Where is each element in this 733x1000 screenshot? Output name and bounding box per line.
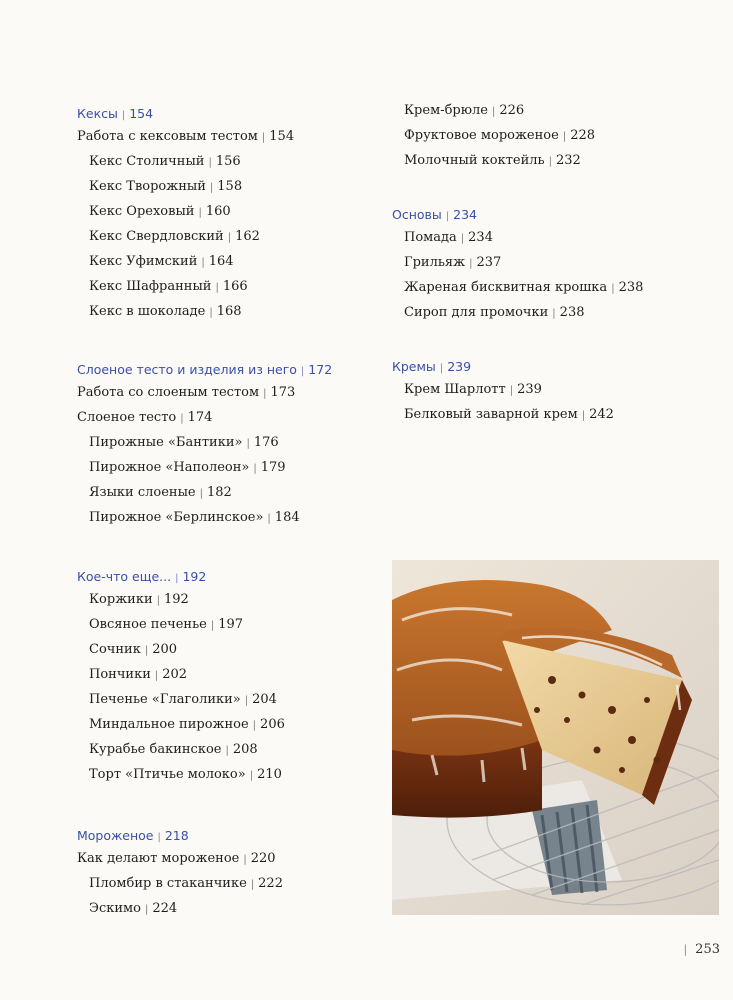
entry-title: Грильяж [404,255,466,270]
section-heading [77,826,283,846]
entry-title: Пирожное «Берлинское» [89,510,264,525]
toc-entry [77,405,332,430]
toc-entry [77,380,332,405]
entry-page: 210 [257,767,282,782]
entry-title: Овсяное печенье [89,617,207,632]
section-heading [392,357,614,377]
section-title: Кое-что еще... [77,569,172,584]
entry-title: Работа со слоеным тестом [77,385,260,400]
section-title: Мороженое [77,828,154,843]
separator: | [300,366,305,377]
entry-page: 242 [589,407,614,422]
entry-page: 168 [216,304,242,319]
toc-entry [77,455,332,480]
entry-title: Сироп для промочки [404,305,549,320]
entry-page: 238 [559,305,585,320]
entry-page: 179 [260,460,286,475]
entry-page: 184 [274,510,300,525]
entry-title: Слоеное тесто [77,410,177,425]
toc-entry [77,224,294,249]
separator: | [198,207,202,218]
toc-entry [77,637,285,662]
separator: | [509,385,514,396]
entry-title: Торт «Птичье молоко» [89,767,246,782]
entry-title: Языки слоеные [89,485,196,500]
entry-title: Курабье бакинское [89,742,222,757]
entry-title: Крем Шарлотт [404,382,506,397]
toc-entry [392,225,643,250]
toc-entry [392,300,643,325]
page-number-separator: | [683,943,688,956]
section-heading [77,360,332,380]
section-page: 192 [182,569,207,584]
entry-title: Пирожное «Наполеон» [89,460,250,475]
entry-page: 238 [618,280,644,295]
entry-title: Пломбир в стаканчике [89,876,247,891]
toc-entry [77,896,283,921]
separator: | [581,410,586,421]
separator: | [263,388,267,399]
toc-section [77,826,283,921]
entry-page: 197 [218,617,244,632]
page-number-value: 253 [695,942,720,957]
separator: | [144,904,149,915]
separator: | [208,157,212,168]
toc-entry [77,505,332,530]
toc-entry [77,274,294,299]
entry-page: 154 [269,129,295,144]
toc-entry [392,123,595,148]
entry-page: 162 [235,229,260,244]
section-title: Слоеное тесто и изделия из него [77,362,297,377]
entry-page: 220 [250,851,276,866]
entry-page: 239 [517,382,542,397]
toc-entry [77,174,294,199]
separator: | [552,308,556,319]
entry-title: Кекс в шоколаде [89,304,206,319]
separator: | [246,438,250,449]
entry-page: 160 [205,204,231,219]
toc-section [392,98,595,173]
separator: | [199,488,203,499]
entry-title: Жареная бисквитная крошка [404,280,608,295]
entry-title: Работа с кексовым тестом [77,129,258,144]
toc-entry [77,149,294,174]
toc-entry [392,98,595,123]
entry-page: 232 [555,153,581,168]
section-page: 154 [129,106,154,121]
entry-title: Кекс Столичный [89,154,205,169]
separator: | [121,110,126,121]
entry-title: Пирожные «Бантики» [89,435,243,450]
entry-page: 206 [260,717,285,732]
entry-title: Кекс Свердловский [89,229,224,244]
entry-page: 164 [208,254,234,269]
entry-page: 158 [217,179,243,194]
section-page: 234 [453,207,478,222]
entry-title: Помада [404,230,457,245]
separator: | [562,131,567,142]
page-number [683,942,720,957]
entry-title: Белковый заварной крем [404,407,578,422]
entry-title: Эскимо [89,901,141,916]
entry-page: 200 [152,642,178,657]
entry-page: 204 [252,692,277,707]
toc-entry [392,402,614,427]
separator: | [227,232,232,243]
entry-page: 226 [499,103,525,118]
toc-entry [77,199,294,224]
separator: | [244,695,249,706]
entry-title: Кекс Уфимский [89,254,198,269]
toc-section [77,104,294,324]
entry-title: Фруктовое мороженое [404,128,559,143]
section-title: Основы [392,207,442,222]
toc-entry [77,762,285,787]
entry-page: 182 [207,485,232,500]
section-heading [392,205,643,225]
separator: | [445,211,450,222]
separator: | [215,282,219,293]
separator: | [154,670,159,681]
separator: | [253,463,257,474]
separator: | [210,620,215,631]
entry-page: 222 [258,876,283,891]
separator: | [144,645,149,656]
toc-entry [77,587,285,612]
entry-page: 234 [468,230,493,245]
separator: | [249,770,254,781]
toc-entry [77,662,285,687]
separator: | [201,257,205,268]
separator: | [252,720,257,731]
entry-page: 202 [162,667,188,682]
section-heading [77,567,285,587]
toc-entry [77,249,294,274]
toc-section [77,360,332,530]
separator: | [209,307,213,318]
toc-entry [77,712,285,737]
entry-title: Сочник [89,642,141,657]
separator: | [267,513,271,524]
toc-entry [392,377,614,402]
entry-page: 166 [222,279,248,294]
separator: | [157,832,161,843]
toc-entry [77,687,285,712]
entry-page: 173 [270,385,296,400]
entry-title: Коржики [89,592,153,607]
separator: | [243,854,247,865]
entry-title: Молочный коктейль [404,153,545,168]
toc-entry [77,871,283,896]
section-title: Кремы [392,359,436,374]
entry-page: 228 [570,128,596,143]
toc-entry [392,275,643,300]
entry-page: 224 [152,901,178,916]
entry-title: Как делают мороженое [77,851,240,866]
section-page: 218 [164,828,189,843]
separator: | [611,283,615,294]
separator: | [250,879,255,890]
toc-entry [77,430,332,455]
toc-section [392,205,643,325]
toc-section [392,357,614,427]
separator: | [261,132,266,143]
entry-page: 176 [253,435,279,450]
toc-entry [77,299,294,324]
separator: | [548,156,552,167]
section-page: 172 [308,362,333,377]
entry-page: 192 [164,592,189,607]
section-heading [77,104,294,124]
cake-photo [392,560,719,915]
toc-entry [77,124,294,149]
toc-entry [392,250,643,275]
entry-title: Пончики [89,667,151,682]
entry-page: 156 [215,154,241,169]
entry-title: Крем-брюле [404,103,488,118]
entry-page: 208 [232,742,258,757]
section-page: 239 [447,359,472,374]
entry-page: 174 [187,410,213,425]
toc-entry [77,480,332,505]
toc-section [77,567,285,787]
separator: | [492,106,496,117]
separator: | [156,595,160,606]
separator: | [439,363,444,374]
separator: | [209,182,214,193]
toc-entry [77,737,285,762]
entry-title: Миндальное пирожное [89,717,249,732]
toc-entry [77,612,285,637]
toc-entry [392,148,595,173]
entry-title: Кекс Творожный [89,179,206,194]
separator: | [180,413,184,424]
toc-entry [77,846,283,871]
separator: | [460,233,465,244]
entry-title: Кекс Шафранный [89,279,212,294]
separator: | [469,258,473,269]
section-title: Кексы [77,106,118,121]
separator: | [225,745,229,756]
entry-page: 237 [476,255,502,270]
entry-title: Печенье «Глаголики» [89,692,241,707]
entry-title: Кекс Ореховый [89,204,195,219]
separator: | [175,573,179,584]
